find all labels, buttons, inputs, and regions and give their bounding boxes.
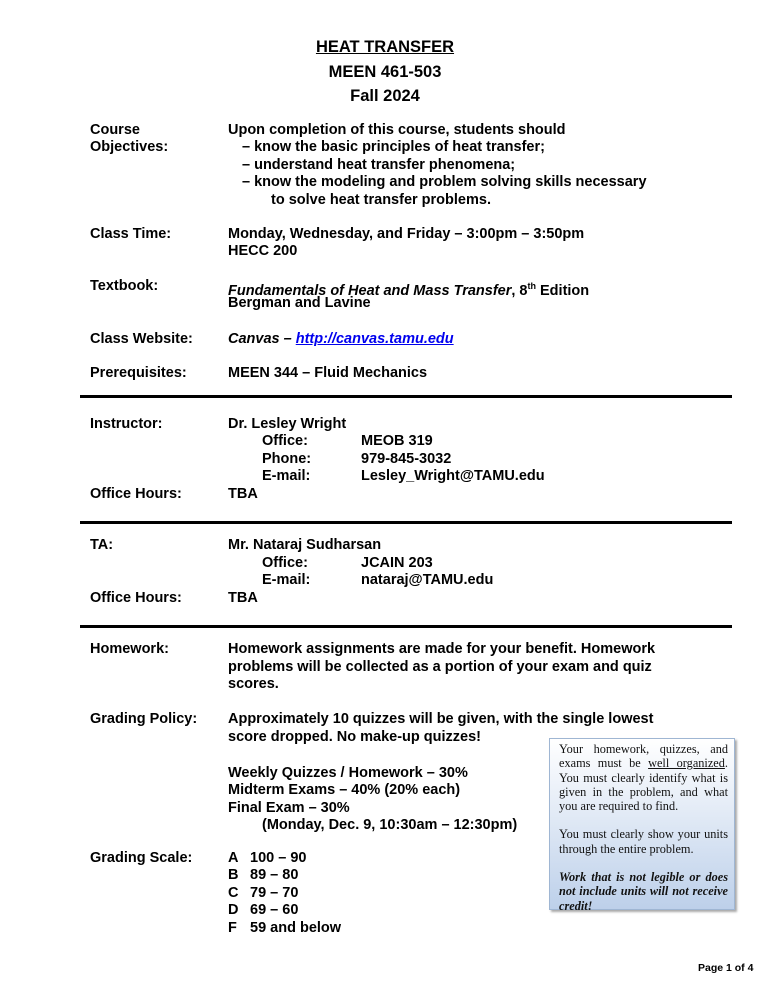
instructor-email-label: E-mail: [262,468,311,484]
textbook-sup: th [527,281,536,291]
term: Fall 2024 [350,87,420,105]
textbook-authors: Bergman and Lavine [228,295,371,311]
note-organization [559,742,728,813]
requirements-note-box [549,738,735,913]
section-divider [80,395,732,398]
homework-label: Homework: [90,641,169,657]
instructor-hours-label: Office Hours: [90,486,182,502]
website-value [228,331,454,348]
class-room: HECC 200 [228,243,298,259]
ta-name: Mr. Nataraj Sudharsan [228,537,382,553]
homework-line: problems will be collected as a portion of your exam and quiz [228,659,652,675]
objectives-label: Course [90,122,140,138]
ta-email-label: E-mail: [262,572,311,588]
grade-letter: A [228,850,239,866]
grading-policy-line: score dropped. No make-up quizzes! [228,729,481,745]
doc-title: HEAT TRANSFER [315,38,455,56]
grading-scale-label: Grading Scale: [90,850,193,866]
grade-range: 89 – 80 [250,867,299,883]
prereq-label: Prerequisites: [90,365,187,381]
note-underline: well organized [648,756,725,771]
instructor-label: Instructor: [90,416,163,432]
instructor-email: Lesley_Wright@TAMU.edu [361,468,545,484]
textbook-label: Textbook: [90,278,159,294]
page-number: Page 1 of 4 [698,962,754,974]
textbook-comma: , 8 [511,282,528,299]
note-text: . You must clearly identify what is given in the problem, and what you are required to find. [559,756,728,814]
objective-item-continuation: to solve heat transfer problems. [271,192,491,208]
objectives-intro: Upon completion of this course, students should [228,122,566,138]
instructor-phone-label: Phone: [262,451,312,467]
course-number: MEEN 461-503 [328,63,442,81]
instructor-hours: TBA [228,486,258,502]
class-time: Monday, Wednesday, and Friday – 3:00pm – 3:50pm [228,226,585,242]
website-label: Class Website: [90,331,193,347]
objective-item: – know the modeling and problem solving skills necessary [242,174,647,190]
grade-weight: Weekly Quizzes / Homework – 30% [228,765,468,781]
ta-email: nataraj@TAMU.edu [361,572,494,588]
textbook-title: Fundamentals of Heat and Mass Transfer [228,282,512,299]
note-warning: Work that is not legible or does not include units will not receive credit! [559,870,728,913]
note-units: You must clearly show your units through the entire problem. [559,827,728,856]
grade-weight: Midterm Exams – 40% (20% each) [228,782,461,798]
ta-hours: TBA [228,590,258,606]
grading-policy-line: Approximately 10 quizzes will be given, with the single lowest [228,711,654,727]
final-exam-date: (Monday, Dec. 9, 10:30am – 12:30pm) [262,817,518,833]
section-divider [80,625,732,628]
class-time-label: Class Time: [90,226,172,242]
homework-line: Homework assignments are made for your benefit. Homework [228,641,656,657]
grading-policy-label: Grading Policy: [90,711,198,727]
grade-range: 59 and below [250,920,342,936]
homework-line: scores. [228,676,279,692]
ta-label: TA: [90,537,114,553]
textbook-edition: Edition [535,282,590,299]
ta-hours-label: Office Hours: [90,590,182,606]
grade-letter: C [228,885,239,901]
website-link[interactable]: http://canvas.tamu.edu [295,331,454,347]
website-name: Canvas – [228,331,296,347]
grade-letter: D [228,902,239,918]
grade-letter: B [228,867,239,883]
instructor-name: Dr. Lesley Wright [228,416,347,432]
section-divider [80,521,732,524]
grade-letter: F [228,920,237,936]
objective-item: – understand heat transfer phenomena; [242,157,516,173]
note-text: Your homework, quizzes, and exams must be [559,742,728,771]
prereq-value: MEEN 344 – Fluid Mechanics [228,365,428,381]
grade-range: 100 – 90 [250,850,307,866]
ta-office-label: Office: [262,555,308,571]
grade-range: 79 – 70 [250,885,299,901]
instructor-office-label: Office: [262,433,308,449]
grade-weight: Final Exam – 30% [228,800,350,816]
objectives-label-2: Objectives: [90,139,169,155]
instructor-office: MEOB 319 [361,433,433,449]
ta-office: JCAIN 203 [361,555,433,571]
grade-range: 69 – 60 [250,902,299,918]
objective-item: – know the basic principles of heat transfer; [242,139,545,155]
instructor-phone: 979-845-3032 [361,451,452,467]
